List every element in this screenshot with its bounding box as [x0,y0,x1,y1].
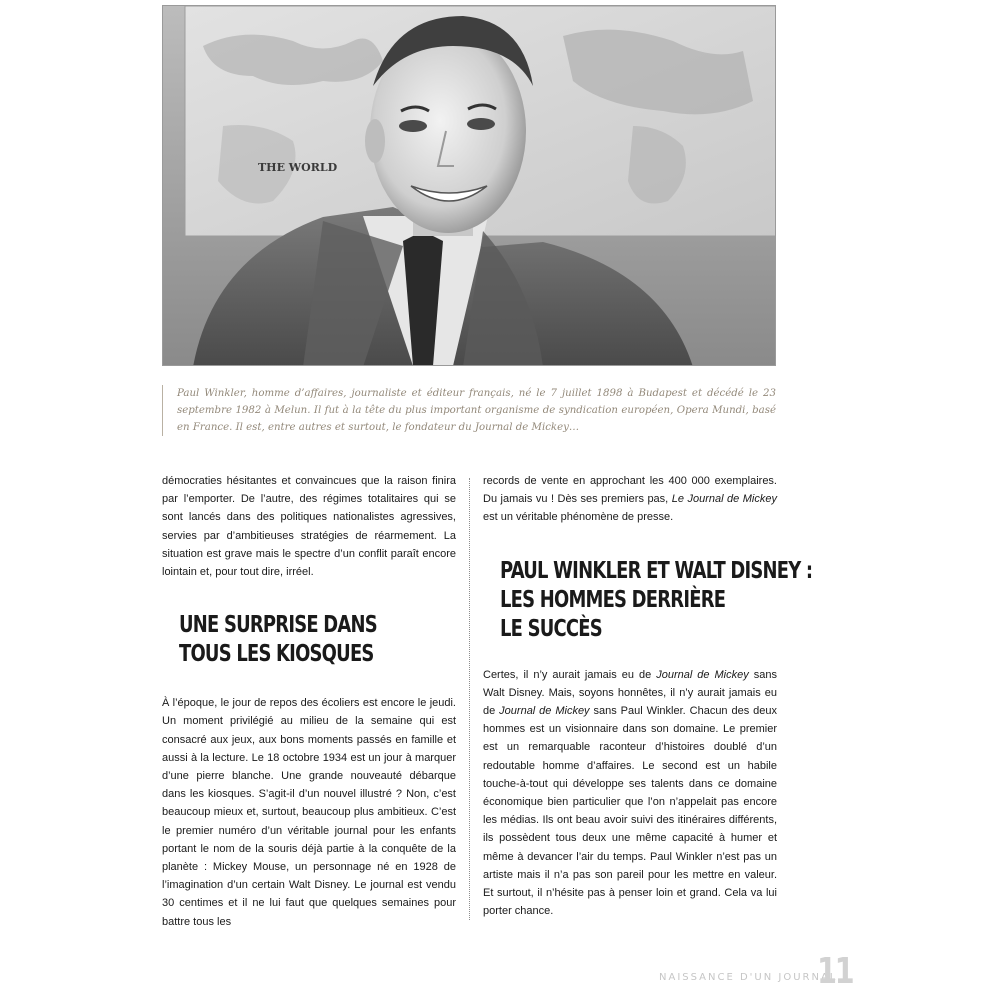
left-body-paragraph: À l’époque, le jour de repos des écoliers est encore le jeudi. Un moment privilégié au milieu de la semaine qui est consacré aux jeux, aux bons moments passés en famille et aussi à la lecture. Le 18 octobre 1934 est un jour à marquer d’une pierre blanche. Une grande nouveauté débarque dans les kiosques. S’agit-il d’un nouvel illustré ? Non, c’est beaucoup mieux et, surtout, beaucoup plus ambitieux. C’est le premier numéro d’un véritable journal pour les enfants portant le nom de la souris déjà partie à la conquête de la planète : Mickey Mouse, un personnage né en 1928 de l’imagination d’un certain Walt Disney. Le journal est vendu 30 centimes et il ne lui faut que quelques semaines pour battre tous les [162,697,456,928]
column-divider [469,478,470,920]
text-run: sans Paul Winkler. Chacun des deux hommes est un visionnaire dans son domaine. Le premier est un remarquable raconteur d’histoires doublé d’un redoutable homme d’affaires. Le second est un habile touche-à-tout qui développe ses talents dans ce domaine économique bien particulier que l’on n’appelait pas encore les médias. Ils ont beau avoir suivi des itinéraires différents, ils possèdent tous deux une même capacité à humer et même à devancer l’air du temps. Paul Winkler n’est pas un artiste mais il n’a pas son pareil pour les mettre en valeur. Et surtout, il n’hésite pas à penser loin et grand. Cela va lui porter chance. [483,705,777,918]
portrait-photo [162,5,776,366]
photo-caption: Paul Winkler, homme d’affaires, journaliste et éditeur français, né le 7 juillet 1898 à Budapest et décédé le 23 septembre 1982 à Melun. Il fut à la tête du plus important organisme de syndication européen, Opera Mundi, basé en France. Il est, entre autres et surtout, le fondateur du Journal de Mickey… [162,385,776,436]
map-label: THE WORLD [258,161,338,174]
text-run: records de vente en approchant les 400 000 exemplaires. Du jamais vu ! Dès ses premiers pas, [483,475,777,506]
journal-title: Journal de Mickey [499,705,590,718]
right-column [483,472,813,920]
left-intro-paragraph: démocraties hésitantes et convaincues que la raison finira par l’emporter. De l’autre, des régimes totalitaires qui se sont lancés dans des politiques nationalistes agressives, servies par d’ambitieuses stratégies de réarmement. La situation est grave mais le spectre d’un conflit paraît encore lointain et, pour tout dire, irréel. [162,475,456,579]
left-column [162,472,456,931]
journal-title: Le Journal de Mickey [671,493,777,506]
section-heading-surprise [179,611,395,669]
portrait-illustration [163,6,776,366]
text-run: est un véritable phénomène de presse. [483,511,674,524]
heading-line: UNE SURPRISE DANS [179,612,377,639]
page-number: 11 [817,951,853,992]
journal-title: Journal de Mickey [656,668,749,681]
right-body-paragraph [483,666,777,921]
heading-line: LES HOMMES DERRIÈRE [500,586,726,613]
heading-line: LE SUCCÈS [500,615,602,642]
text-run: sans Walt Disney. Mais, soyons honnêtes, il n’y aurait jamais eu de [483,668,777,718]
heading-line: TOUS LES KIOSQUES [179,641,374,668]
section-label: NAISSANCE D'UN JOURNAL [659,972,838,983]
text-run: Certes, il n’y aurait jamais eu de [483,668,657,681]
right-intro-paragraph [483,472,777,527]
heading-line: PAUL WINKLER ET WALT DISNEY : [500,557,813,584]
section-heading-winkler-disney [500,557,813,644]
